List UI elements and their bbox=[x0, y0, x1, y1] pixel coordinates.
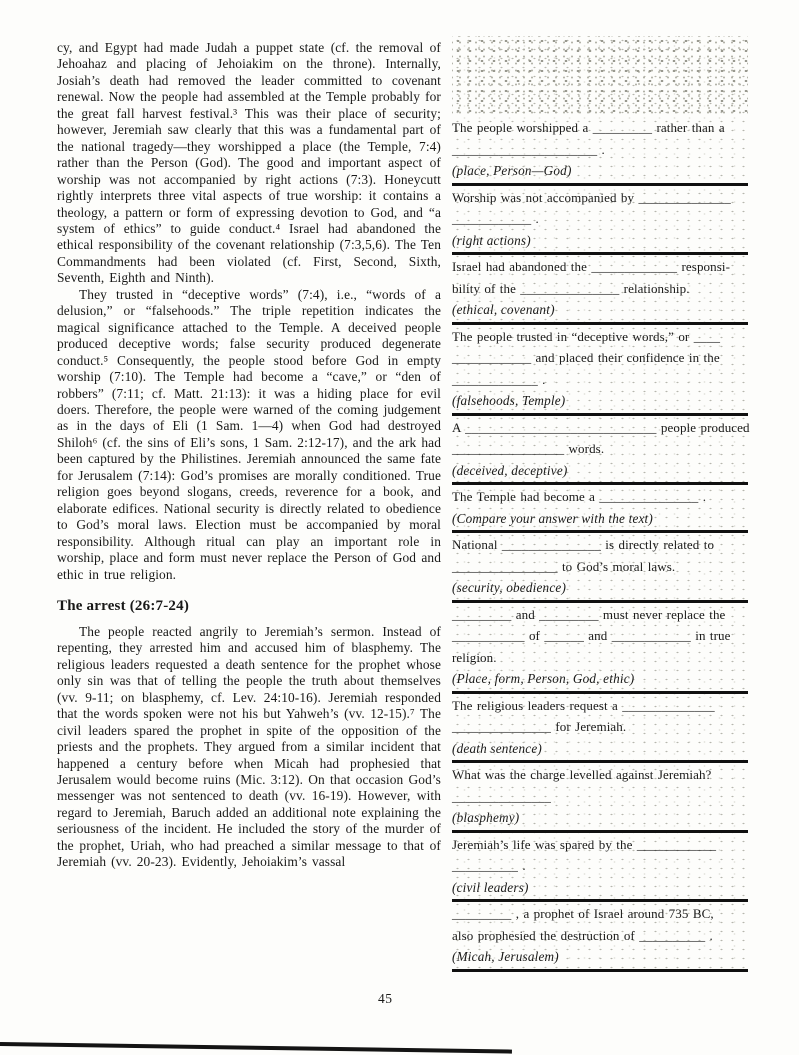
question-line: _________ and _________ must never replace the bbox=[452, 606, 726, 622]
divider-rule bbox=[452, 183, 748, 186]
worksheet-question bbox=[452, 696, 748, 757]
worksheet-question bbox=[452, 765, 748, 826]
worksheet-question bbox=[452, 327, 748, 409]
divider-rule bbox=[452, 760, 748, 763]
workbook-column bbox=[452, 36, 748, 974]
answer-hint: (falsehoods, Temple) bbox=[452, 393, 566, 408]
answer-hint: (blasphemy) bbox=[452, 810, 520, 825]
section-heading: The arrest (26:7-24) bbox=[57, 597, 190, 614]
divider-rule bbox=[452, 322, 748, 325]
scan-artifact-bar bbox=[0, 1042, 512, 1053]
article-column bbox=[57, 40, 441, 871]
question-line: National _______________ is directly related to bbox=[452, 537, 715, 552]
question-line: A _____________________________ people produced bbox=[452, 419, 750, 435]
question-line: The people worshipped a _________ rather than a bbox=[452, 120, 725, 135]
question-line: bility of the _______________ relationship. bbox=[452, 280, 690, 296]
question-line: The religious leaders request a ______________ bbox=[452, 697, 715, 713]
answer-hint: (civil leaders) bbox=[452, 879, 529, 895]
question-line: Israel had abandoned the _____________ responsi- bbox=[452, 259, 731, 274]
answer-hint: (ethical, covenant) bbox=[452, 302, 555, 317]
divider-rule bbox=[452, 530, 748, 533]
question-line: ____________ and placed their confidence in the bbox=[452, 350, 720, 365]
divider-rule bbox=[452, 413, 748, 416]
divider-rule bbox=[452, 899, 748, 902]
answer-hint: (security, obedience) bbox=[452, 580, 567, 595]
worksheet-question bbox=[452, 904, 748, 965]
divider-rule bbox=[452, 969, 748, 972]
worksheet-question bbox=[452, 487, 748, 526]
answer-hint: (Place, form, Person, God, ethic) bbox=[452, 671, 635, 686]
paragraph: cy, and Egypt had made Judah a puppet state (cf. the removal of Jehoahaz and placing of Jehoiakim on the throne). Internally, Josiah’s death had removed the leader committed to covenant renewal. Now the people had assembled at the Temple probably for the great fall harvest festival.³ This was their place of security; however, Jeremiah saw clearly that this was a fundamental part of the national tragedy—they worshipped a place (the Temple, 7:4) rather than the Person (God). The good and important aspect of worship was not accompanied by right actions (7:3). Honeycutt rightly interprets three vital aspects of true worship: it contains a theology, a pattern or form of expressing devotion to God, and “a system of ethics” to guide conduct.⁴ Israel had abandoned the ethical responsibility of the covenant relationship (7:3,5,6). The Ten Commandments had been violated (cf. First, Second, Sixth, Seventh, Eighth and Ninth). bbox=[57, 40, 441, 286]
worksheet-question bbox=[452, 257, 748, 318]
page-number: 45 bbox=[378, 991, 393, 1006]
answer-hint: (Compare your answer with the text) bbox=[452, 510, 653, 526]
question-line: ____________ . bbox=[452, 211, 539, 226]
question-line: The people trusted in “deceptive words,” or ____ bbox=[452, 328, 721, 344]
divider-rule bbox=[452, 600, 748, 603]
question-line: _________________ words. bbox=[452, 441, 605, 456]
question-line: __________ . bbox=[452, 858, 526, 873]
worksheet-question bbox=[452, 835, 748, 896]
question-line: ______________________ . bbox=[452, 141, 605, 157]
answer-hint: (deceived, deceptive) bbox=[452, 462, 568, 478]
worksheet-question bbox=[452, 605, 748, 687]
question-line: What was the charge levelled against Jeremiah? bbox=[452, 767, 712, 782]
paragraph: They trusted in “deceptive words” (7:4), i.e., “words of a delusion,” or “falsehoods.” The triple repetition indicates the magical significance attached to the Temple. A deceived people produced deceptive words; false security produced degenerate conduct.⁵ Consequently, the people stood before God in empty worship (7:10). The Temple had become a “cave,” or “den of robbers” (7:11; cf. Matt. 21:13): it was a hiding place for evil doers. Therefore, the people were warned of the coming judgement as in the days of Eli (1 Sam. 1—4) when God had destroyed Shiloh⁶ (cf. the sins of Eli’s sons, 1 Sam. 2:12-17), and the ark had been captured by the Philistines. Jeremiah announced the same fate for Jerusalem (7:14): God’s promises are morally conditioned. True religion goes beyond slogans, creeds, reverence for a book, and elaborate edifices. National security is directly related to obedience to God’s moral laws. Election must be accompanied by moral responsibility. Although ritual can play an important role in worship, place and form must never replace the Person of God and ethic in true religion. bbox=[57, 286, 441, 582]
answer-hint: (Micah, Jerusalem) bbox=[452, 949, 559, 964]
divider-rule bbox=[452, 252, 748, 255]
divider-rule bbox=[452, 830, 748, 833]
answer-hint: (place, Person—God) bbox=[452, 163, 572, 178]
question-line: _______________ for Jeremiah. bbox=[452, 719, 627, 734]
divider-rule bbox=[452, 482, 748, 485]
divider-rule bbox=[452, 691, 748, 694]
question-line: _________ , a prophet of Israel around 735 BC, bbox=[452, 906, 714, 921]
speckle-noise bbox=[452, 36, 748, 116]
answer-hint: (death sentence) bbox=[452, 740, 542, 756]
question-line: Worship was not accompanied by ______________ bbox=[452, 189, 731, 205]
worksheet-question bbox=[452, 418, 748, 479]
answer-hint: (right actions) bbox=[452, 232, 531, 248]
worksheet-question bbox=[452, 188, 748, 249]
question-line: _____________ . bbox=[452, 371, 546, 387]
worksheet-question bbox=[452, 118, 748, 179]
question-line: _______________ bbox=[452, 788, 551, 804]
question-line: religion. bbox=[452, 649, 497, 665]
worksheet-question bbox=[452, 535, 748, 596]
question-line: also prophesied the destruction of __________ . bbox=[452, 927, 713, 943]
question-line: The Temple had become a _______________ . bbox=[452, 489, 707, 504]
paragraph: The people reacted angrily to Jeremiah’s sermon. Instead of repenting, they arrested him and accused him of blasphemy. The religious leaders requested a death sentence for the prophet whose only sin was that of telling the people the truth about themselves (vv. 9-11; on blasphemy, cf. Lev. 24:10-16). Jeremiah responded that the words spoken were not his but Yahweh’s (vv. 12-15).⁷ The civil leaders spared the prophet in spite of the opposition of the priests and the prophets. They argued from a similar incident that happened a century before when Micah had prophesied that Jerusalem would become ruins (Mic. 3:12). On that occasion God’s messenger was not sentenced to death (vv. 16-19). However, with regard to Jeremiah, Baruch added an additional note explaining the seriousness of the incident. He included the story of the murder of the prophet, Uriah, who had preached a similar message to that of Jeremiah (vv. 20-23). Evidently, Jehoiakim’s vassal bbox=[57, 623, 441, 870]
question-line: ________________ to God’s moral laws. bbox=[452, 558, 676, 574]
question-line: ___________ of ______ and ____________ in true bbox=[452, 628, 731, 643]
question-line: Jeremiah’s life was spared by the ____________ bbox=[452, 836, 717, 852]
